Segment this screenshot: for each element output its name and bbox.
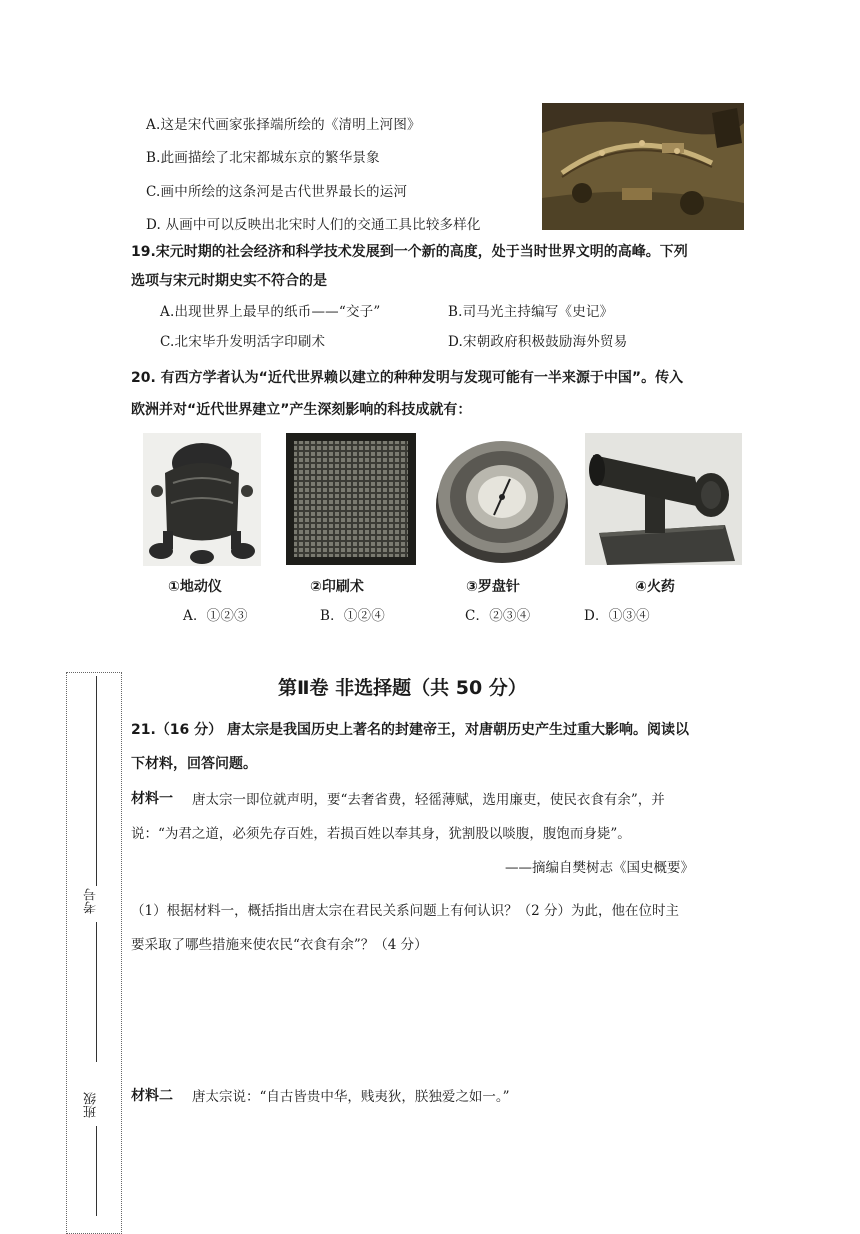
q18-option-b: B.此画描绘了北宋都城东京的繁华景象 (146, 150, 380, 166)
compass-image (434, 433, 570, 566)
q20-option-d: D．①③④ (584, 608, 650, 624)
q21-stem-line2: 下材料，回答问题。 (131, 756, 257, 772)
material1-line2: 说：“为君之道，必须先存百姓，若损百姓以奉其身，犹割股以啖腹，腹饱而身毙”。 (131, 826, 631, 842)
gunpowder-cannon-image (585, 433, 742, 565)
class-line-top (96, 922, 97, 1062)
material1-label: 材料一 (131, 791, 173, 807)
sub1-line1: （1）根据材料一，概括指出唐太宗在君民关系问题上有何认识？（2 分）为此，他在位时主 (131, 903, 679, 919)
exam-no-line (96, 676, 97, 886)
binding-margin-box (66, 672, 122, 1234)
q20-stem-line1: 20. 有西方学者认为“近代世界赖以建立的种种发明与发现可能有一半来源于中国”。传入 (131, 370, 684, 386)
exam-no-label: 考号 (84, 888, 99, 914)
q18-option-a: A.这是宋代画家张择端所绘的《清明上河图》 (146, 117, 421, 133)
movable-type-image (286, 433, 416, 565)
caption-compass: ③罗盘针 (466, 579, 520, 595)
caption-printing: ②印刷术 (310, 579, 364, 595)
q18-option-c: C.画中所绘的这条河是古代世界最长的运河 (146, 184, 408, 200)
q21-stem-line1: 21.（16 分） 唐太宗是我国历史上著名的封建帝王，对唐朝历史产生过重大影响。阅读以 (131, 722, 690, 738)
q20-option-a: A．①②③ (183, 608, 248, 624)
sub1-line2: 要采取了哪些措施来使农民“衣食有余”？（4 分） (131, 937, 428, 953)
q20-option-c: C．②③④ (465, 608, 531, 624)
class-label: 班级 (84, 1092, 99, 1118)
q20-stem-line2: 欧洲并对“近代世界建立”产生深刻影响的科技成就有： (131, 402, 472, 418)
q19-option-d: D.宋朝政府积极鼓励海外贸易 (448, 334, 628, 350)
qingming-painting-image (542, 103, 744, 230)
caption-seismograph: ①地动仪 (168, 579, 222, 595)
q19-stem-line2: 选项与宋元时期史实不符合的是 (131, 273, 327, 289)
q19-option-c: C.北宋毕升发明活字印刷术 (160, 334, 326, 350)
material2-text: 唐太宗说：“自古皆贵中华，贱夷狄，朕独爱之如一。” (192, 1089, 510, 1105)
q19-option-b: B.司马光主持编写《史记》 (448, 304, 614, 320)
material1-source: ——摘编自樊树志《国史概要》 (505, 860, 694, 876)
q19-stem-line1: 19.宋元时期的社会经济和科学技术发展到一个新的高度，处于当时世界文明的高峰。下列 (131, 244, 688, 260)
material2-label: 材料二 (131, 1088, 173, 1104)
q18-option-d: D. 从画中可以反映出北宋时人们的交通工具比较多样化 (146, 217, 481, 233)
material1-line1: 唐太宗一即位就声明，要“去奢省费，轻徭薄赋，选用廉吏，使民衣食有余”，并 (192, 792, 665, 808)
caption-gunpowder: ④火药 (635, 579, 675, 595)
q19-option-a: A.出现世界上最早的纸币——“交子” (160, 304, 381, 320)
seismograph-image (143, 433, 261, 566)
class-line-bottom (96, 1126, 97, 1216)
section-title: 第Ⅱ卷 非选择题（共 50 分） (278, 677, 527, 699)
q20-option-b: B．①②④ (320, 608, 385, 624)
